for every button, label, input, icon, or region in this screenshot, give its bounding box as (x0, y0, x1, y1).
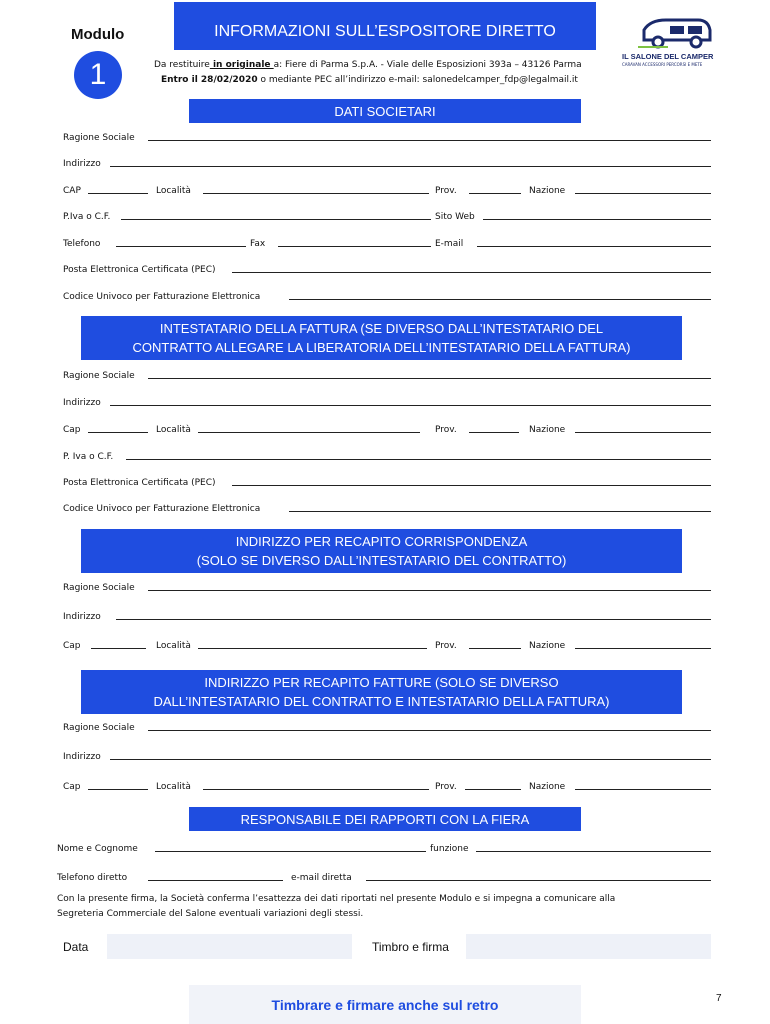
pec-field[interactable] (232, 272, 711, 273)
localita-label: Località (156, 425, 191, 435)
ragione-sociale-label: Ragione Sociale (63, 371, 135, 381)
footer-note: Timbrare e firmare anche sul retro (271, 996, 499, 1013)
indirizzo-field[interactable] (110, 759, 711, 760)
pec-label: Posta Elettronica Certificata (PEC) (63, 265, 216, 275)
cap-label: Cap (63, 641, 81, 651)
piva-field[interactable] (126, 459, 711, 460)
localita-label: Località (156, 186, 191, 196)
ragione-sociale-label: Ragione Sociale (63, 583, 135, 593)
email-diretta-label: e-mail diretta (291, 873, 352, 883)
localita-label: Località (156, 782, 191, 792)
prov-field[interactable] (469, 193, 521, 194)
indirizzo-label: Indirizzo (63, 612, 101, 622)
nome-cognome-label: Nome e Cognome (57, 844, 138, 854)
logo-tagline: CARAVAN ACCESSORI PERCORSI E METE (622, 62, 703, 67)
deadline-instructions (161, 75, 578, 85)
telefono-diretto-label: Telefono diretto (57, 873, 128, 883)
nazione-field[interactable] (575, 193, 711, 194)
localita-label: Località (156, 641, 191, 651)
section-title-line1: INDIRIZZO PER RECAPITO FATTURE (SOLO SE DIVERSO (204, 675, 559, 690)
telefono-diretto-field[interactable] (148, 880, 283, 881)
telefono-field[interactable] (116, 246, 246, 247)
email-label: E-mail (435, 239, 464, 249)
modulo-number-badge (74, 51, 122, 99)
nazione-label: Nazione (529, 782, 566, 792)
prov-field[interactable] (465, 789, 521, 790)
declaration-text: Con la presente firma, la Società conferma l’esattezza dei dati riportati nel presente Modulo e si impegna a comunicare alla (57, 894, 616, 904)
indirizzo-label: Indirizzo (63, 159, 101, 169)
declaration-text-2: Segreteria Commerciale del Salone eventuali variazioni degli stessi. (57, 909, 364, 919)
prov-label: Prov. (435, 186, 457, 196)
logo-name: IL SALONE DEL CAMPER (622, 52, 714, 61)
nazione-field[interactable] (575, 789, 711, 790)
section-title-dati-societari (189, 99, 581, 123)
nome-cognome-field[interactable] (155, 851, 426, 852)
pec-field[interactable] (232, 485, 711, 486)
localita-field[interactable] (198, 648, 427, 649)
prov-field[interactable] (469, 432, 519, 433)
footer-note-box (189, 985, 581, 1024)
cap-field[interactable] (88, 789, 148, 790)
sito-web-field[interactable] (483, 219, 711, 220)
indirizzo-label: Indirizzo (63, 398, 101, 408)
codice-univoco-field[interactable] (289, 511, 711, 512)
deadline-date: Entro il 28/02/2020 (161, 75, 258, 85)
data-label: Data (63, 940, 89, 954)
return-emphasis: in originale (209, 60, 274, 70)
section-title-line2: DALL’INTESTATARIO DEL CONTRATTO E INTESTATARIO DELLA FATTURA) (153, 694, 610, 709)
codice-univoco-label: Codice Univoco per Fatturazione Elettronica (63, 292, 261, 302)
section-title-text: DATI SOCIETARI (334, 103, 436, 119)
sito-web-label: Sito Web (435, 212, 475, 222)
prov-label: Prov. (435, 782, 457, 792)
cap-label: Cap (63, 425, 81, 435)
page-number: 7 (716, 993, 722, 1004)
prov-label: Prov. (435, 641, 457, 651)
indirizzo-field[interactable] (116, 619, 711, 620)
ragione-sociale-field[interactable] (148, 730, 711, 731)
deadline-pec: o mediante PEC all’indirizzo e-mail: salonedelcamper_fdp@legalmail.it (260, 75, 578, 85)
ragione-sociale-field[interactable] (148, 590, 711, 591)
nazione-field[interactable] (575, 648, 711, 649)
section-title-line2: CONTRATTO ALLEGARE LA LIBERATORIA DELL’INTESTATARIO DELLA FATTURA) (132, 340, 631, 355)
nazione-label: Nazione (529, 641, 566, 651)
piva-label: P.Iva o C.F. (63, 212, 111, 222)
ragione-sociale-field[interactable] (148, 378, 711, 379)
fax-field[interactable] (278, 246, 431, 247)
return-instructions (154, 60, 582, 70)
timbro-firma-field[interactable] (466, 934, 711, 959)
section-title-line1: INDIRIZZO PER RECAPITO CORRISPONDENZA (235, 534, 528, 549)
timbro-firma-label: Timbro e firma (372, 940, 449, 954)
section-title-line2: (SOLO SE DIVERSO DALL’INTESTATARIO DEL CONTRATTO) (196, 553, 567, 568)
nazione-label: Nazione (529, 425, 566, 435)
email-field[interactable] (477, 246, 711, 247)
nazione-label: Nazione (529, 186, 566, 196)
funzione-label: funzione (430, 844, 469, 854)
indirizzo-field[interactable] (110, 166, 711, 167)
section-title-line1: INTESTATARIO DELLA FATTURA (SE DIVERSO DALL’INTESTATARIO DEL (159, 321, 604, 336)
pec-label: Posta Elettronica Certificata (PEC) (63, 478, 216, 488)
section-title-recapito-fatture (81, 670, 682, 714)
return-prefix: Da restituire (154, 60, 210, 70)
codice-univoco-label: Codice Univoco per Fatturazione Elettronica (63, 504, 261, 514)
funzione-field[interactable] (476, 851, 711, 852)
localita-field[interactable] (198, 432, 420, 433)
camper-van-icon (636, 16, 716, 50)
section-title-text: RESPONSABILE DEI RAPPORTI CON LA FIERA (240, 811, 530, 827)
ragione-sociale-field[interactable] (148, 140, 711, 141)
modulo-label: Modulo (71, 26, 125, 43)
ragione-sociale-label: Ragione Sociale (63, 133, 135, 143)
cap-label: Cap (63, 782, 81, 792)
section-title-recapito-corrispondenza (81, 529, 682, 573)
piva-field[interactable] (121, 219, 431, 220)
cap-field[interactable] (88, 432, 148, 433)
page-title-text: INFORMAZIONI SULL’ESPOSITORE DIRETTO (214, 22, 556, 40)
localita-field[interactable] (203, 193, 429, 194)
page-title (174, 2, 596, 50)
indirizzo-label: Indirizzo (63, 752, 101, 762)
cap-field[interactable] (91, 648, 146, 649)
prov-field[interactable] (469, 648, 521, 649)
section-title-intestatario-fattura (81, 316, 682, 360)
nazione-field[interactable] (575, 432, 711, 433)
fax-label: Fax (250, 239, 266, 249)
cap-field[interactable] (88, 193, 148, 194)
email-diretta-field[interactable] (366, 880, 711, 881)
section-title-responsabile (189, 807, 581, 831)
ragione-sociale-label: Ragione Sociale (63, 723, 135, 733)
prov-label: Prov. (435, 425, 457, 435)
localita-field[interactable] (203, 789, 429, 790)
data-field[interactable] (107, 934, 352, 959)
return-address: a: Fiere di Parma S.p.A. - Viale delle Esposizioni 393a – 43126 Parma (273, 60, 582, 70)
cap-label: CAP (63, 186, 81, 196)
piva-label: P. Iva o C.F. (63, 452, 114, 462)
modulo-number: 1 (89, 58, 107, 91)
telefono-label: Telefono (63, 239, 101, 249)
indirizzo-field[interactable] (110, 405, 711, 406)
logo (622, 16, 722, 72)
codice-univoco-field[interactable] (289, 299, 711, 300)
